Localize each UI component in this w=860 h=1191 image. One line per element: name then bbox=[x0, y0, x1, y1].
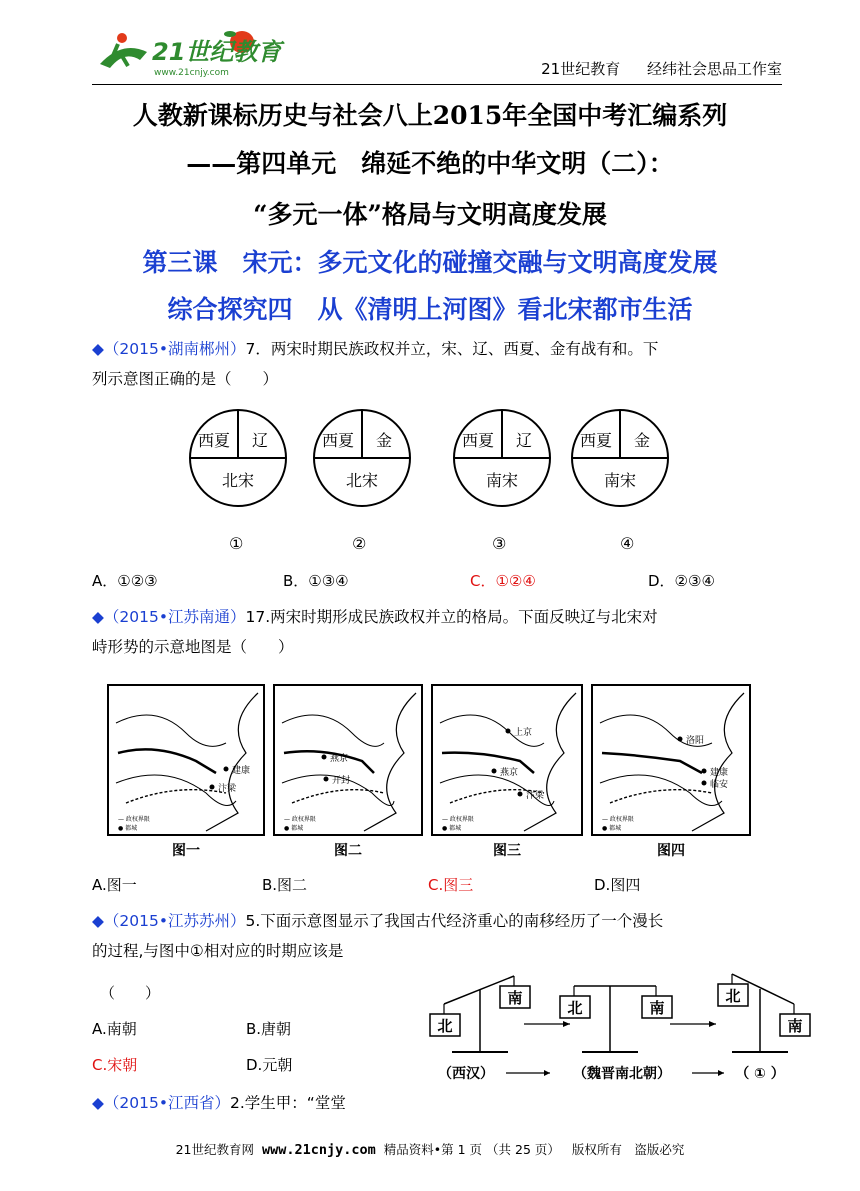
q3-blank: （ ） bbox=[100, 984, 161, 1002]
doc-title-line3: “多元一体”格局与文明高度发展 bbox=[253, 200, 607, 229]
footer-url[interactable]: www.21cnjy.com bbox=[262, 1142, 376, 1158]
map-legend-capital: ● 都城 bbox=[602, 825, 622, 832]
pie-label-bottom: 北宋 bbox=[221, 471, 255, 490]
q3-option-a: A.南朝 bbox=[92, 1020, 137, 1038]
map-city-label: 临安 bbox=[710, 780, 729, 790]
scale-period-labels bbox=[438, 1065, 785, 1082]
q2-option-a: A.图一 bbox=[92, 876, 137, 894]
pie-diagram-3 bbox=[454, 410, 550, 506]
map-legend-capital: ● 都城 bbox=[118, 825, 138, 832]
period-label-2: （魏晋南北朝） bbox=[573, 1066, 671, 1082]
question-4-text: ◆（2015•江西省）2.学生甲：“堂堂 bbox=[92, 1094, 346, 1112]
map-figure-3 bbox=[432, 685, 582, 859]
scale-south-label: 南 bbox=[649, 999, 665, 1017]
pie-label-topright: 金 bbox=[633, 431, 651, 450]
scale-south-label: 南 bbox=[787, 1017, 803, 1035]
map-city-label: 建康 bbox=[232, 766, 251, 776]
map-caption: 图四 bbox=[657, 843, 685, 859]
map-legend-border: — 政权界限 bbox=[284, 816, 316, 823]
pie-label-topright: 辽 bbox=[515, 431, 533, 450]
header-site: 21世纪教育 bbox=[541, 60, 621, 78]
q3-option-b: B.唐朝 bbox=[246, 1020, 292, 1038]
map-caption: 图三 bbox=[493, 843, 521, 859]
footer-page-info: 精品资料•第 1 页 （共 25 页） bbox=[383, 1142, 560, 1157]
pie-label-topleft: 西夏 bbox=[197, 431, 231, 450]
page-footer bbox=[0, 1140, 860, 1158]
q2-map-figures bbox=[106, 683, 752, 863]
question-2-text: ◆（2015•江苏南通）17.两宋时期形成民族政权并立的格局。下面反映辽与北宋对 峙形势的示意地图是（ ） bbox=[92, 608, 658, 656]
header-divider bbox=[92, 84, 782, 85]
question-source: （2015•江苏苏州） bbox=[103, 912, 246, 930]
pie-label-topright: 辽 bbox=[251, 431, 269, 450]
scale-north-label: 北 bbox=[437, 1017, 453, 1035]
map-city-label: 汴梁 bbox=[218, 784, 237, 794]
map-figure-1 bbox=[108, 685, 264, 859]
q3-balance-diagram bbox=[420, 960, 820, 1088]
pie-label-bottom: 北宋 bbox=[345, 471, 379, 490]
svg-text:www.21cnjy.com: www.21cnjy.com bbox=[154, 68, 229, 78]
q1-option-a: A．①②③ bbox=[92, 572, 158, 590]
diamond-bullet-icon: ◆ bbox=[92, 608, 104, 626]
map-caption: 图二 bbox=[334, 843, 362, 859]
circle-number-1: ① bbox=[229, 534, 244, 553]
circle-number-3: ③ bbox=[492, 534, 507, 553]
balance-scale-2 bbox=[560, 986, 672, 1052]
balance-scale-1 bbox=[430, 976, 530, 1052]
pie-label-topleft: 西夏 bbox=[579, 431, 613, 450]
map-city-label: 洛阳 bbox=[686, 736, 705, 746]
q3-option-d: D.元朝 bbox=[246, 1056, 293, 1074]
map-legend-border: — 政权界限 bbox=[442, 816, 474, 823]
diamond-bullet-icon: ◆ bbox=[92, 340, 104, 358]
map-legend-border: — 政权界限 bbox=[602, 816, 634, 823]
map-legend-capital: ● 都城 bbox=[442, 825, 462, 832]
doc-title-line2: ——第四单元 绵延不绝的中华文明（二）： bbox=[186, 149, 674, 178]
period-label-3: （ ① ） bbox=[735, 1066, 785, 1082]
map-city-label: 燕京 bbox=[330, 754, 349, 764]
pie-diagram-4 bbox=[572, 410, 668, 506]
svg-text:21世纪教育: 21世纪教育 bbox=[152, 38, 282, 66]
footer-rights: 版权所有 盗版必究 bbox=[571, 1142, 685, 1157]
map-figure-4 bbox=[592, 685, 750, 859]
doc-title-line1: 人教新课标历史与社会八上2015年全国中考汇编系列 bbox=[132, 101, 728, 130]
footer-site: 21世纪教育网 bbox=[175, 1142, 255, 1157]
scale-south-label: 南 bbox=[507, 989, 523, 1007]
circle-number-4: ④ bbox=[620, 534, 635, 553]
period-label-1: （西汉） bbox=[438, 1066, 494, 1082]
site-logo bbox=[92, 20, 292, 80]
diamond-bullet-icon: ◆ bbox=[92, 1094, 104, 1112]
q3-option-c-answer: C.宋朝 bbox=[92, 1056, 138, 1074]
topic-title: 综合探究四 从《清明上河图》看北宋都市生活 bbox=[167, 295, 693, 324]
map-city-label: 燕京 bbox=[500, 768, 519, 778]
map-city-label: 建康 bbox=[710, 768, 729, 778]
map-legend-capital: ● 都城 bbox=[284, 825, 304, 832]
question-source: （2015•江西省） bbox=[103, 1094, 231, 1112]
q1-option-b: B．①③④ bbox=[283, 572, 349, 590]
map-figure-2 bbox=[274, 685, 422, 859]
question-source: （2015•江苏南通） bbox=[103, 608, 246, 626]
question-3-text: ◆（2015•江苏苏州）5.下面示意图显示了我国古代经济重心的南移经历了一个漫长 的过程,与图中①相对应的时期应该是 bbox=[92, 912, 664, 960]
q1-circle-diagrams bbox=[180, 408, 680, 512]
circle-number-2: ② bbox=[352, 534, 367, 553]
header-text bbox=[541, 58, 782, 79]
scale-north-label: 北 bbox=[567, 999, 583, 1017]
balance-scale-3 bbox=[718, 974, 810, 1052]
pie-label-topright: 金 bbox=[375, 431, 393, 450]
pie-label-topleft: 西夏 bbox=[321, 431, 355, 450]
scale-north-label: 北 bbox=[725, 987, 741, 1005]
map-city-label: 汴梁 bbox=[526, 791, 545, 801]
lesson-title: 第三课 宋元：多元文化的碰撞交融与文明高度发展 bbox=[142, 248, 718, 277]
map-city-label: 开封 bbox=[332, 776, 351, 786]
map-city-label: 上京 bbox=[514, 728, 533, 738]
map-legend-border: — 政权界限 bbox=[118, 816, 150, 823]
pie-label-bottom: 南宋 bbox=[603, 471, 637, 490]
pie-label-topleft: 西夏 bbox=[461, 431, 495, 450]
scale-arrows bbox=[524, 1021, 716, 1027]
header-studio: 经纬社会思品工作室 bbox=[646, 60, 782, 78]
map-caption: 图一 bbox=[172, 843, 200, 859]
q2-option-b: B.图二 bbox=[262, 876, 308, 894]
question-1-text: ◆（2015•湖南郴州）7．两宋时期民族政权并立，宋、辽、西夏、金有战有和。下 列示意图正确的是（ ） bbox=[92, 340, 659, 388]
pie-diagram-2 bbox=[314, 410, 410, 506]
pie-diagram-1 bbox=[190, 410, 286, 506]
q1-option-d: D．②③④ bbox=[648, 572, 715, 590]
question-source: （2015•湖南郴州） bbox=[103, 340, 246, 358]
pie-label-bottom: 南宋 bbox=[485, 471, 519, 490]
diamond-bullet-icon: ◆ bbox=[92, 912, 104, 930]
q2-option-c-answer: C.图三 bbox=[428, 876, 474, 894]
q2-option-d: D.图四 bbox=[594, 876, 641, 894]
q1-option-c-answer: C．①②④ bbox=[470, 572, 536, 590]
